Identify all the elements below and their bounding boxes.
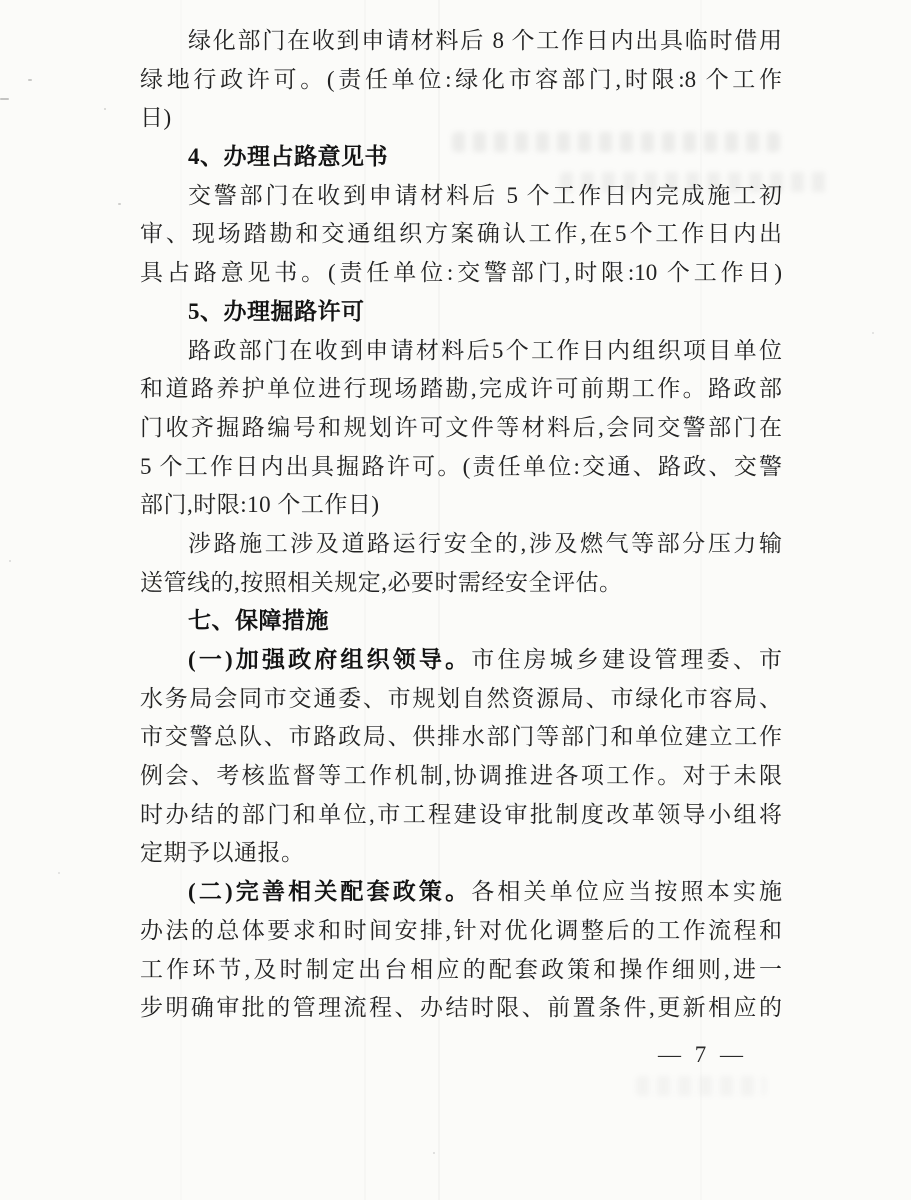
text-line xyxy=(140,834,782,873)
text-line xyxy=(140,61,782,100)
line-text: 日) xyxy=(140,105,172,131)
text-line xyxy=(140,254,782,293)
text-line xyxy=(140,177,782,216)
line-text: 办法的总体要求和时间安排,针对优化调整后的工作流程和 xyxy=(140,917,782,943)
line-text: 定期予以通报。 xyxy=(140,840,305,866)
dust-speck xyxy=(118,203,121,205)
line-text: 各相关单位应当按照本实施 xyxy=(471,879,782,905)
section-heading xyxy=(140,602,782,641)
dust-speck xyxy=(872,332,874,334)
text-line xyxy=(140,486,782,525)
text-line xyxy=(140,564,782,603)
section-heading xyxy=(140,138,782,177)
line-text: 送管线的,按照相关规定,必要时需经安全评估。 xyxy=(140,569,623,595)
line-text: 门收齐掘路编号和规划许可文件等材料后,会同交警部门在 xyxy=(140,414,782,440)
text-line xyxy=(140,448,782,487)
dust-speck xyxy=(104,108,106,110)
line-text: 5 个工作日内出具掘路许可。(责任单位:交通、路政、交警 xyxy=(140,453,782,479)
line-text: 绿地行政许可。(责任单位:绿化市容部门,时限:8 个工作 xyxy=(140,66,782,92)
text-line xyxy=(140,873,782,912)
text-line xyxy=(140,99,782,138)
line-text: 交警部门在收到申请材料后 5 个工作日内完成施工初 xyxy=(188,182,782,208)
line-text: 时办结的部门和单位,市工程建设审批制度改革领导小组将 xyxy=(140,801,782,827)
bold-lead-text: (一)加强政府组织领导。 xyxy=(188,647,472,672)
line-text: 市住房城乡建设管理委、市 xyxy=(471,647,782,672)
line-text: 具占路意见书。(责任单位:交警部门,时限:10 个工作日) xyxy=(140,260,782,286)
line-text: 步明确审批的管理流程、办结时限、前置条件,更新相应的 xyxy=(140,995,782,1021)
show-through-smudge xyxy=(636,1076,766,1096)
bold-lead-text: 4、办理占路意见书 xyxy=(188,144,388,170)
bold-lead-text: 5、办理掘路许可 xyxy=(188,298,365,324)
text-line xyxy=(140,951,782,990)
line-text: 例会、考核监督等工作机制,协调推进各项工作。对于未限 xyxy=(140,763,782,789)
text-line xyxy=(140,409,782,448)
text-line xyxy=(140,718,782,757)
text-line xyxy=(140,525,782,564)
text-line xyxy=(140,370,782,409)
line-text: 和道路养护单位进行现场踏勘,完成许可前期工作。路政部 xyxy=(140,376,782,402)
document-text-block xyxy=(140,22,782,1028)
section-heading xyxy=(140,293,782,332)
line-text: 市交警总队、市路政局、供排水部门等部门和单位建立工作 xyxy=(140,724,782,750)
line-text: 涉路施工涉及道路运行安全的,涉及燃气等部分压力输 xyxy=(188,530,782,556)
dust-speck xyxy=(9,560,11,562)
text-line xyxy=(140,215,782,254)
text-line xyxy=(140,641,782,680)
dust-speck xyxy=(58,872,60,874)
line-text: 水务局会同市交通委、市规划自然资源局、市绿化市容局、 xyxy=(140,685,782,711)
text-line xyxy=(140,22,782,61)
line-text: 部门,时限:10 个工作日) xyxy=(140,492,380,518)
dust-speck xyxy=(28,79,32,81)
line-text: 路政部门在收到申请材料后5个工作日内组织项目单位 xyxy=(188,337,782,363)
line-text: 工作环节,及时制定出台相应的配套政策和操作细则,进一 xyxy=(140,956,782,982)
text-line xyxy=(140,332,782,371)
text-line xyxy=(140,989,782,1028)
text-line xyxy=(140,796,782,835)
text-line xyxy=(140,757,782,796)
bold-lead-text: (二)完善相关配套政策。 xyxy=(188,879,472,905)
text-line xyxy=(140,912,782,951)
dust-speck xyxy=(0,98,9,100)
dust-speck xyxy=(433,1152,435,1154)
bold-lead-text: 七、保障措施 xyxy=(188,608,329,634)
page-number: — 7 — xyxy=(658,1042,747,1067)
line-text: 审、现场踏勘和交通组织方案确认工作,在5个工作日内出 xyxy=(140,221,782,247)
line-text: 绿化部门在收到申请材料后 8 个工作日内出具临时借用 xyxy=(188,28,782,53)
text-line xyxy=(140,680,782,719)
